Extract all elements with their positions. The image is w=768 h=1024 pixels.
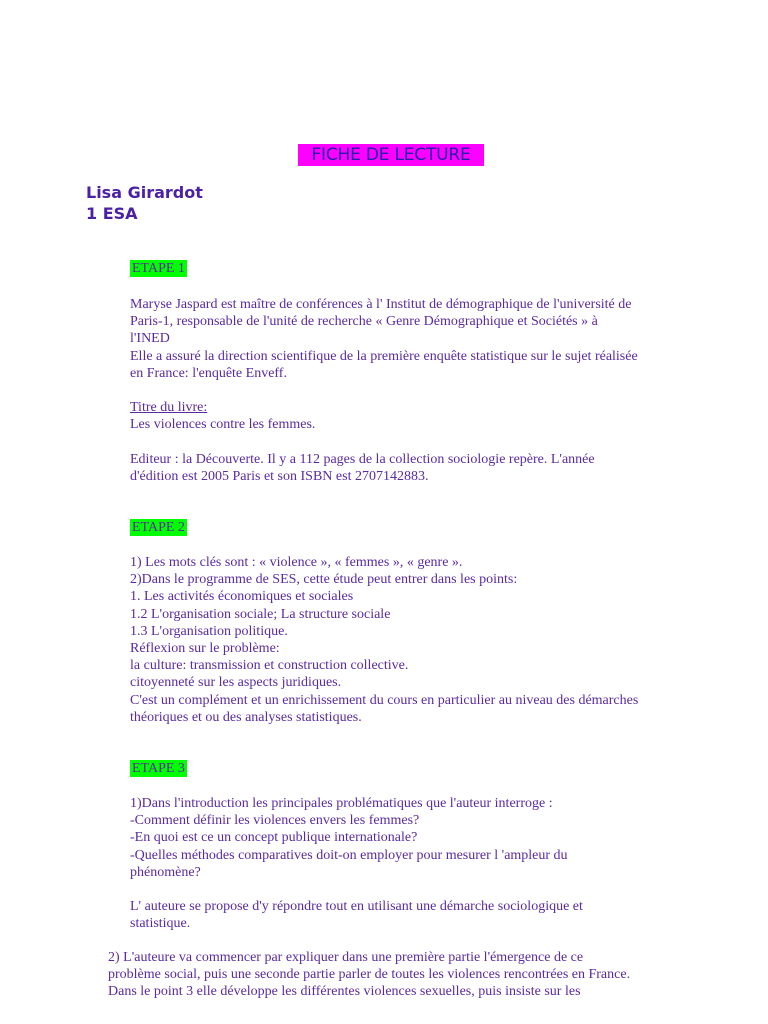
- text-line: Paris-1, responsable de l'unité de recherche « Genre Démographique et Sociétés » à: [130, 314, 598, 330]
- text-line: -Quelles méthodes comparatives doit-on employer pour mesurer l 'ampleur du: [130, 847, 568, 863]
- book-title: Les violences contre les femmes.: [130, 417, 316, 433]
- text-line: 2) L'auteure va commencer par expliquer dans une première partie l'émergence de ce: [108, 950, 584, 965]
- text-line: Réflexion sur le problème:: [130, 641, 280, 657]
- book-info: [130, 399, 710, 433]
- text-line: Editeur : la Découverte. Il y a 112 pages de la collection sociologie repère. L'année: [130, 452, 595, 467]
- etape-2-label: ETAPE 2: [132, 520, 185, 535]
- text-line: Elle a assuré la direction scientifique de la première enquête statistique sur le sujet réalisée: [130, 348, 638, 364]
- text-line: 1.2 L'organisation sociale; La structure sociale: [130, 606, 391, 622]
- text-line: en France: l'enquête Enveff.: [130, 365, 287, 381]
- text-line: Maryse Jaspard est maître de conférences à l' Institut de démographique de l'université de: [130, 297, 632, 312]
- etape-3-approach: [130, 898, 710, 932]
- author-class: 1 ESA: [86, 204, 138, 223]
- text-line: problème social, puis une seconde partie parler de toutes les violences rencontrées en France.: [108, 967, 631, 983]
- text-line: 2)Dans le programme de SES, cette étude peut entrer dans les points:: [130, 572, 518, 588]
- etape-3-questions: [130, 795, 710, 881]
- text-line: Dans le point 3 elle développe les différentes violences sexuelles, puis insiste sur les: [108, 984, 581, 1000]
- author-block: [86, 182, 203, 224]
- text-line: -En quoi est ce un concept publique internationale?: [130, 830, 418, 846]
- text-line: phénomène?: [130, 864, 201, 880]
- text-line: théoriques et ou des analyses statistiques.: [130, 709, 362, 725]
- text-line: 1.3 L'organisation politique.: [130, 623, 288, 639]
- etape-1-bio: [130, 296, 710, 382]
- text-line: 1)Dans l'introduction les principales problématiques que l'auteur interroge :: [130, 796, 553, 811]
- etape-1-label: ETAPE 1: [132, 261, 185, 276]
- etape-3-part-2: [108, 949, 748, 1001]
- text-line: d'édition est 2005 Paris et son ISBN est 2707142883.: [130, 469, 429, 485]
- publisher-info: [130, 451, 710, 485]
- text-line: citoyenneté sur les aspects juridiques.: [130, 675, 342, 691]
- text-line: 1) Les mots clés sont : « violence », « femmes », « genre ».: [130, 555, 463, 570]
- etape-2-label-row: [130, 519, 710, 536]
- text-line: l'INED: [130, 331, 170, 347]
- text-line: 1. Les activités économiques et sociales: [130, 589, 354, 605]
- etape-1-label-row: [130, 260, 710, 277]
- text-line: C'est un complément et un enrichissement du cours en particulier au niveau des démarches: [130, 692, 639, 708]
- author-name: Lisa Girardot: [86, 183, 203, 202]
- text-line: la culture: transmission et construction collective.: [130, 658, 409, 674]
- text-line: L' auteure se propose d'y répondre tout en utilisant une démarche sociologique et: [130, 899, 583, 914]
- page-title: FICHE DE LECTURE: [298, 144, 484, 166]
- book-heading: Titre du livre:: [130, 400, 208, 415]
- text-line: statistique.: [130, 916, 191, 932]
- etape-3-label-row: [130, 760, 710, 777]
- etape-3-label: ETAPE 3: [132, 761, 185, 776]
- text-line: -Comment définir les violences envers les femmes?: [130, 813, 420, 829]
- etape-2-text: [130, 554, 710, 726]
